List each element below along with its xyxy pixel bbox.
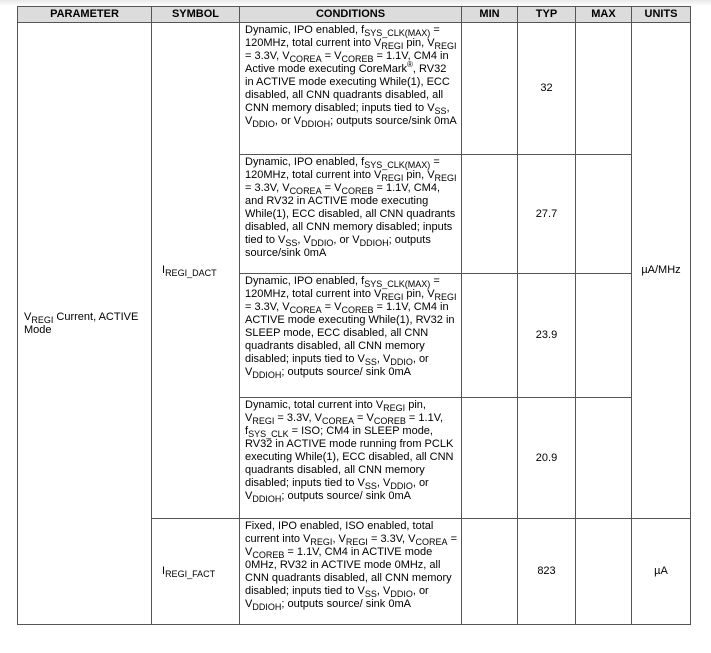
typ-cell: 23.9: [518, 274, 576, 398]
conditions-cell: Dynamic, IPO enabled, $f_{SYS\_CLK(MAX)} = 120MHz$, total current into $V_{REGI}$ pin, $V_{REGI} = 3.3V$, $V_{COREA} = V_{COREB} = 1.1V$, CM4 in Active mode executing CoreMark®, RV32 in ACTIVE mode executing While(1), ECC disabled, all CNN quadrants disabled, all CNN memory disabled; inputs tied to $V_{SS}$, $V_{DDIO}$, or $V_{DDIOH}$; outputs source/sink 0mA: [240, 23, 462, 155]
units-cell-fact: µA: [632, 519, 691, 625]
min-cell: [462, 23, 518, 155]
table-row: [18, 23, 691, 155]
min-cell: [462, 155, 518, 274]
max-cell: [576, 155, 632, 274]
max-cell: [576, 274, 632, 398]
header-units: UNITS: [632, 7, 691, 23]
conditions-cell: Dynamic, IPO enabled, $f_{SYS\_CLK(MAX)} = 120MHz$, total current into $V_{REGI}$ pin, $V_{REGI} = 3.3V$, $V_{COREA} = V_{COREB} = 1.1V$, CM4 in ACTIVE mode executing While(1), RV32 in SLEEP mode, ECC disabled, all CNN quadrants disabled, all CNN memory disabled; inputs tied to $V_{SS}$, $V_{DDIO}$, or $V_{DDIOH}$; outputs source/ sink 0mA: [240, 274, 462, 398]
header-symbol: SYMBOL: [152, 7, 240, 23]
header-parameter: PARAMETER: [18, 7, 152, 23]
typ-cell: 32: [518, 23, 576, 155]
min-cell: [462, 398, 518, 519]
header-max: MAX: [576, 7, 632, 23]
header-conditions: CONDITIONS: [240, 7, 462, 23]
typ-cell: 27.7: [518, 155, 576, 274]
electrical-characteristics-table: [17, 6, 691, 625]
header-row: [18, 7, 691, 23]
max-cell: [576, 519, 632, 625]
max-cell: [576, 23, 632, 155]
typ-cell: 20.9: [518, 398, 576, 519]
conditions-cell: Dynamic, total current into $V_{REGI}$ pin, $V_{REGI} = 3.3V$, $V_{COREA} = V_{COREB} = 1.1V$, $f_{SYS\_CLK}$ = ISO; CM4 in SLEEP mode, RV32 in ACTIVE mode running from PCLK executing While(1), ECC disabled, all CNN quadrants disabled, all CNN memory disabled; inputs tied to $V_{SS}$, $V_{DDIO}$, or $V_{DDIOH}$; outputs source/ sink 0mA: [240, 398, 462, 519]
symbol-cell-fact: $I_{REGI\_FACT}$: [152, 519, 240, 625]
conditions-cell: Dynamic, IPO enabled, $f_{SYS\_CLK(MAX)} = 120MHz$, total current into $V_{REGI}$ pin, $V_{REGI} = 3.3V$, $V_{COREA} = V_{COREB} = 1.1V$, CM4, and RV32 in ACTIVE mode executing While(1), ECC disabled, all CNN quadrants disabled, all CNN memory disabled; inputs tied to $V_{SS}$, $V_{DDIO}$, or $V_{DDIOH}$; outputs source/sink 0mA: [240, 155, 462, 274]
header-typ: TYP: [518, 7, 576, 23]
symbol-cell-dact: $I_{REGI\_DACT}$: [152, 23, 240, 519]
typ-cell: 823: [518, 519, 576, 625]
max-cell: [576, 398, 632, 519]
conditions-cell: Fixed, IPO enabled, ISO enabled, total current into $V_{REGI}$, $V_{REGI} = 3.3V$, $V_{COREA} = V_{COREB} = 1.1V$, CM4 in ACTIVE mode 0MHz, RV32 in ACTIVE mode 0MHz, all CNN quadrants disabled, all CNN memory disabled; inputs tied to $V_{SS}$, $V_{DDIO}$, or $V_{DDIOH}$; outputs source/ sink 0mA: [240, 519, 462, 625]
parameter-cell: $V_{REGI}$ Current, ACTIVE Mode: [18, 23, 152, 625]
min-cell: [462, 274, 518, 398]
min-cell: [462, 519, 518, 625]
header-min: MIN: [462, 7, 518, 23]
units-cell-dact: µA/MHz: [632, 23, 691, 519]
